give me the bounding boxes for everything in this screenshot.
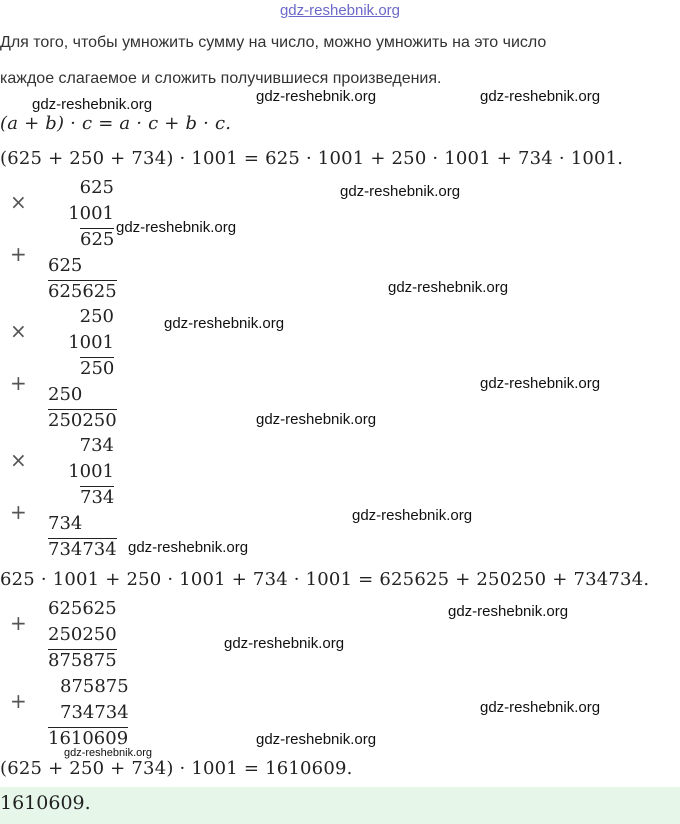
multiply-sign: × <box>10 190 27 214</box>
multiply-sign: × <box>10 319 27 343</box>
partial-product-1: 734 <box>80 487 115 508</box>
partial-product-2: 625 <box>48 255 83 276</box>
sum-result: 875875 <box>48 650 117 671</box>
partial-product-1: 625 <box>80 229 115 250</box>
watermark: gdz-reshebnik.org <box>340 183 461 200</box>
watermark: gdz-reshebnik.org <box>256 88 377 105</box>
plus-sign: + <box>10 500 27 524</box>
watermark: gdz-reshebnik.org <box>256 731 377 748</box>
factor-a: 625 <box>79 177 114 198</box>
watermark: gdz-reshebnik.org <box>480 88 601 105</box>
answer-box <box>0 787 680 824</box>
watermark: gdz-reshebnik.org <box>480 699 601 716</box>
watermark: gdz-reshebnik.org <box>164 315 285 332</box>
watermark: gdz-reshebnik.org <box>64 747 153 759</box>
product-result: 250250 <box>48 410 117 431</box>
watermark: gdz-reshebnik.org <box>128 539 249 556</box>
sum-result: 1610609 <box>48 728 129 749</box>
sum-equation: 625 · 1001 + 250 · 1001 + 734 · 1001 = 625625 + 250250 + 734734. <box>0 569 650 590</box>
answer-value: 1610609. <box>0 792 91 814</box>
site-link[interactable]: gdz-reshebnik.org <box>279 2 401 19</box>
watermark: gdz-reshebnik.org <box>352 507 473 524</box>
partial-product-1: 250 <box>80 358 115 379</box>
watermark: gdz-reshebnik.org <box>448 603 569 620</box>
partial-product-2: 734 <box>48 513 83 534</box>
factor-b: 1001 <box>68 332 114 353</box>
watermark: gdz-reshebnik.org <box>32 96 153 113</box>
addend-a: 875875 <box>60 676 129 697</box>
intro-line-1: Для того, чтобы умножить сумму на число, можно умножить на это число <box>0 34 547 51</box>
watermark: gdz-reshebnik.org <box>480 375 601 392</box>
plus-sign: + <box>10 371 27 395</box>
distributive-rule: (a + b) · c = a · c + b · c. <box>0 113 232 134</box>
watermark: gdz-reshebnik.org <box>388 279 509 296</box>
addend-b: 734734 <box>60 702 129 723</box>
plus-sign: + <box>10 242 27 266</box>
addend-b: 250250 <box>48 624 117 645</box>
factor-b: 1001 <box>68 203 114 224</box>
expansion-equation: (625 + 250 + 734) · 1001 = 625 · 1001 + 250 · 1001 + 734 · 1001. <box>0 148 624 169</box>
intro-line-2: каждое слагаемое и сложить получившиеся произведения. <box>0 70 442 87</box>
product-result: 734734 <box>48 539 117 560</box>
factor-b: 1001 <box>68 461 114 482</box>
multiply-sign: × <box>10 448 27 472</box>
plus-sign: + <box>10 689 27 713</box>
product-result: 625625 <box>48 281 117 302</box>
partial-product-2: 250 <box>48 384 83 405</box>
factor-a: 734 <box>79 435 114 456</box>
addend-a: 625625 <box>48 598 117 619</box>
factor-a: 250 <box>79 306 114 327</box>
watermark: gdz-reshebnik.org <box>256 411 377 428</box>
watermark: gdz-reshebnik.org <box>116 219 237 236</box>
watermark: gdz-reshebnik.org <box>224 635 345 652</box>
final-equation: (625 + 250 + 734) · 1001 = 1610609. <box>0 758 353 779</box>
plus-sign: + <box>10 611 27 635</box>
